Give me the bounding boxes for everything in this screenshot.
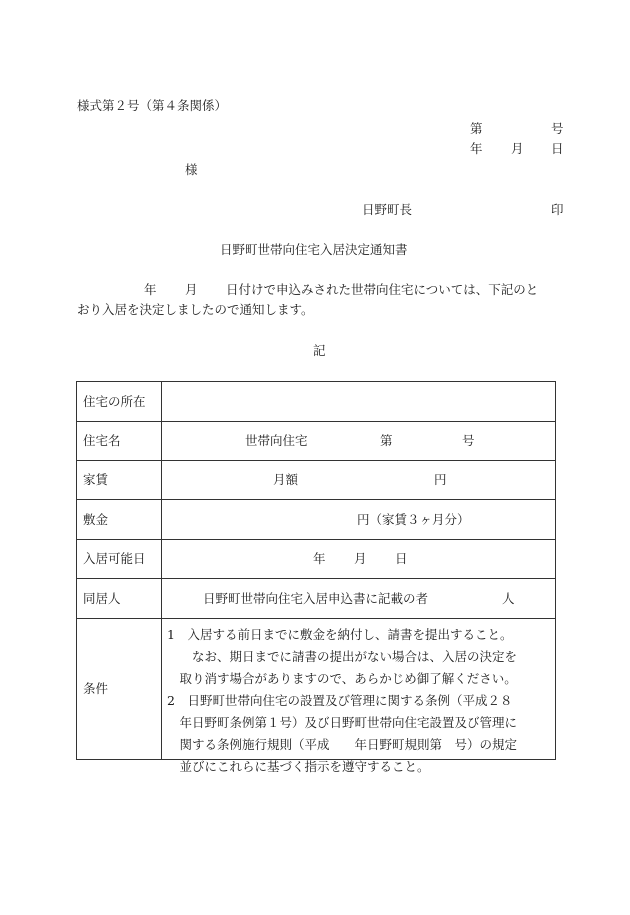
form-number: 様式第２号（第４条関係）	[77, 98, 228, 113]
condition-line: 取り消す場合がありますので、あらかじめ御了解ください。	[167, 671, 517, 686]
recipient-honorific: 様	[185, 162, 198, 177]
move-in-year: 年	[313, 550, 326, 566]
rent-monthly: 月額	[273, 471, 299, 487]
body-month: 月	[185, 282, 198, 297]
house-name-label: 住宅名	[83, 432, 121, 448]
cohabitant-label: 同居人	[83, 590, 121, 606]
move-in-label: 入居可能日	[83, 550, 146, 566]
details-table	[76, 381, 556, 774]
document-number-suffix: 号	[551, 121, 564, 136]
condition-line: なお、期日までに請書の提出がない場合は、入居の決定を	[167, 649, 518, 664]
ki-heading: 記	[313, 343, 326, 358]
row-house-name	[77, 422, 555, 461]
body-line-1: 日付けで申込みされた世帯向住宅については、下記のと	[226, 282, 539, 297]
condition-line: 並びにこれらに基づく指示を遵守すること。	[167, 759, 430, 774]
date-year: 年	[470, 141, 483, 156]
house-name-value: 世帯向住宅	[245, 432, 308, 448]
cohabitant-unit: 人	[502, 590, 515, 606]
move-in-month: 月	[354, 550, 367, 566]
row-location	[77, 382, 555, 422]
seal-mark: 印	[551, 202, 564, 217]
cohabitant-text: 日野町世帯向住宅入居申込書に記載の者	[203, 590, 429, 606]
condition-line: 2 日野町世帯向住宅の設置及び管理に関する条例（平成２８	[167, 693, 513, 708]
sender-name: 日野町長	[362, 202, 413, 217]
date-month: 月	[511, 141, 524, 156]
date-day: 日	[551, 141, 564, 156]
body-year: 年	[144, 282, 157, 297]
row-move-in	[77, 540, 555, 579]
move-in-day: 日	[395, 550, 408, 566]
location-label: 住宅の所在	[83, 393, 146, 409]
row-rent	[77, 461, 555, 500]
conditions-text	[167, 624, 552, 778]
condition-line: 1 入居する前日までに敷金を納付し、請書を提出すること。	[167, 627, 513, 642]
condition-line: 年日野町条例第１号）及び日野町世帯向住宅設置及び管理に	[167, 715, 518, 730]
deposit-value: 円（家賃３ヶ月分）	[357, 511, 470, 527]
house-name-go: 号	[462, 432, 475, 448]
deposit-label: 敷金	[83, 511, 109, 527]
row-cohabitant	[77, 579, 555, 619]
house-name-dai: 第	[380, 432, 393, 448]
row-conditions	[77, 619, 555, 774]
conditions-label: 条件	[83, 680, 109, 696]
body-line-2: おり入居を決定しましたので通知します。	[77, 302, 314, 317]
rent-yen: 円	[434, 471, 447, 487]
rent-label: 家賃	[83, 471, 109, 487]
condition-line: 関する条例施行規則（平成 年日野町規則第 号）の規定	[167, 737, 518, 752]
row-deposit	[77, 500, 555, 540]
document-number-prefix: 第	[470, 121, 483, 136]
document-title: 日野町世帯向住宅入居決定通知書	[220, 242, 408, 257]
